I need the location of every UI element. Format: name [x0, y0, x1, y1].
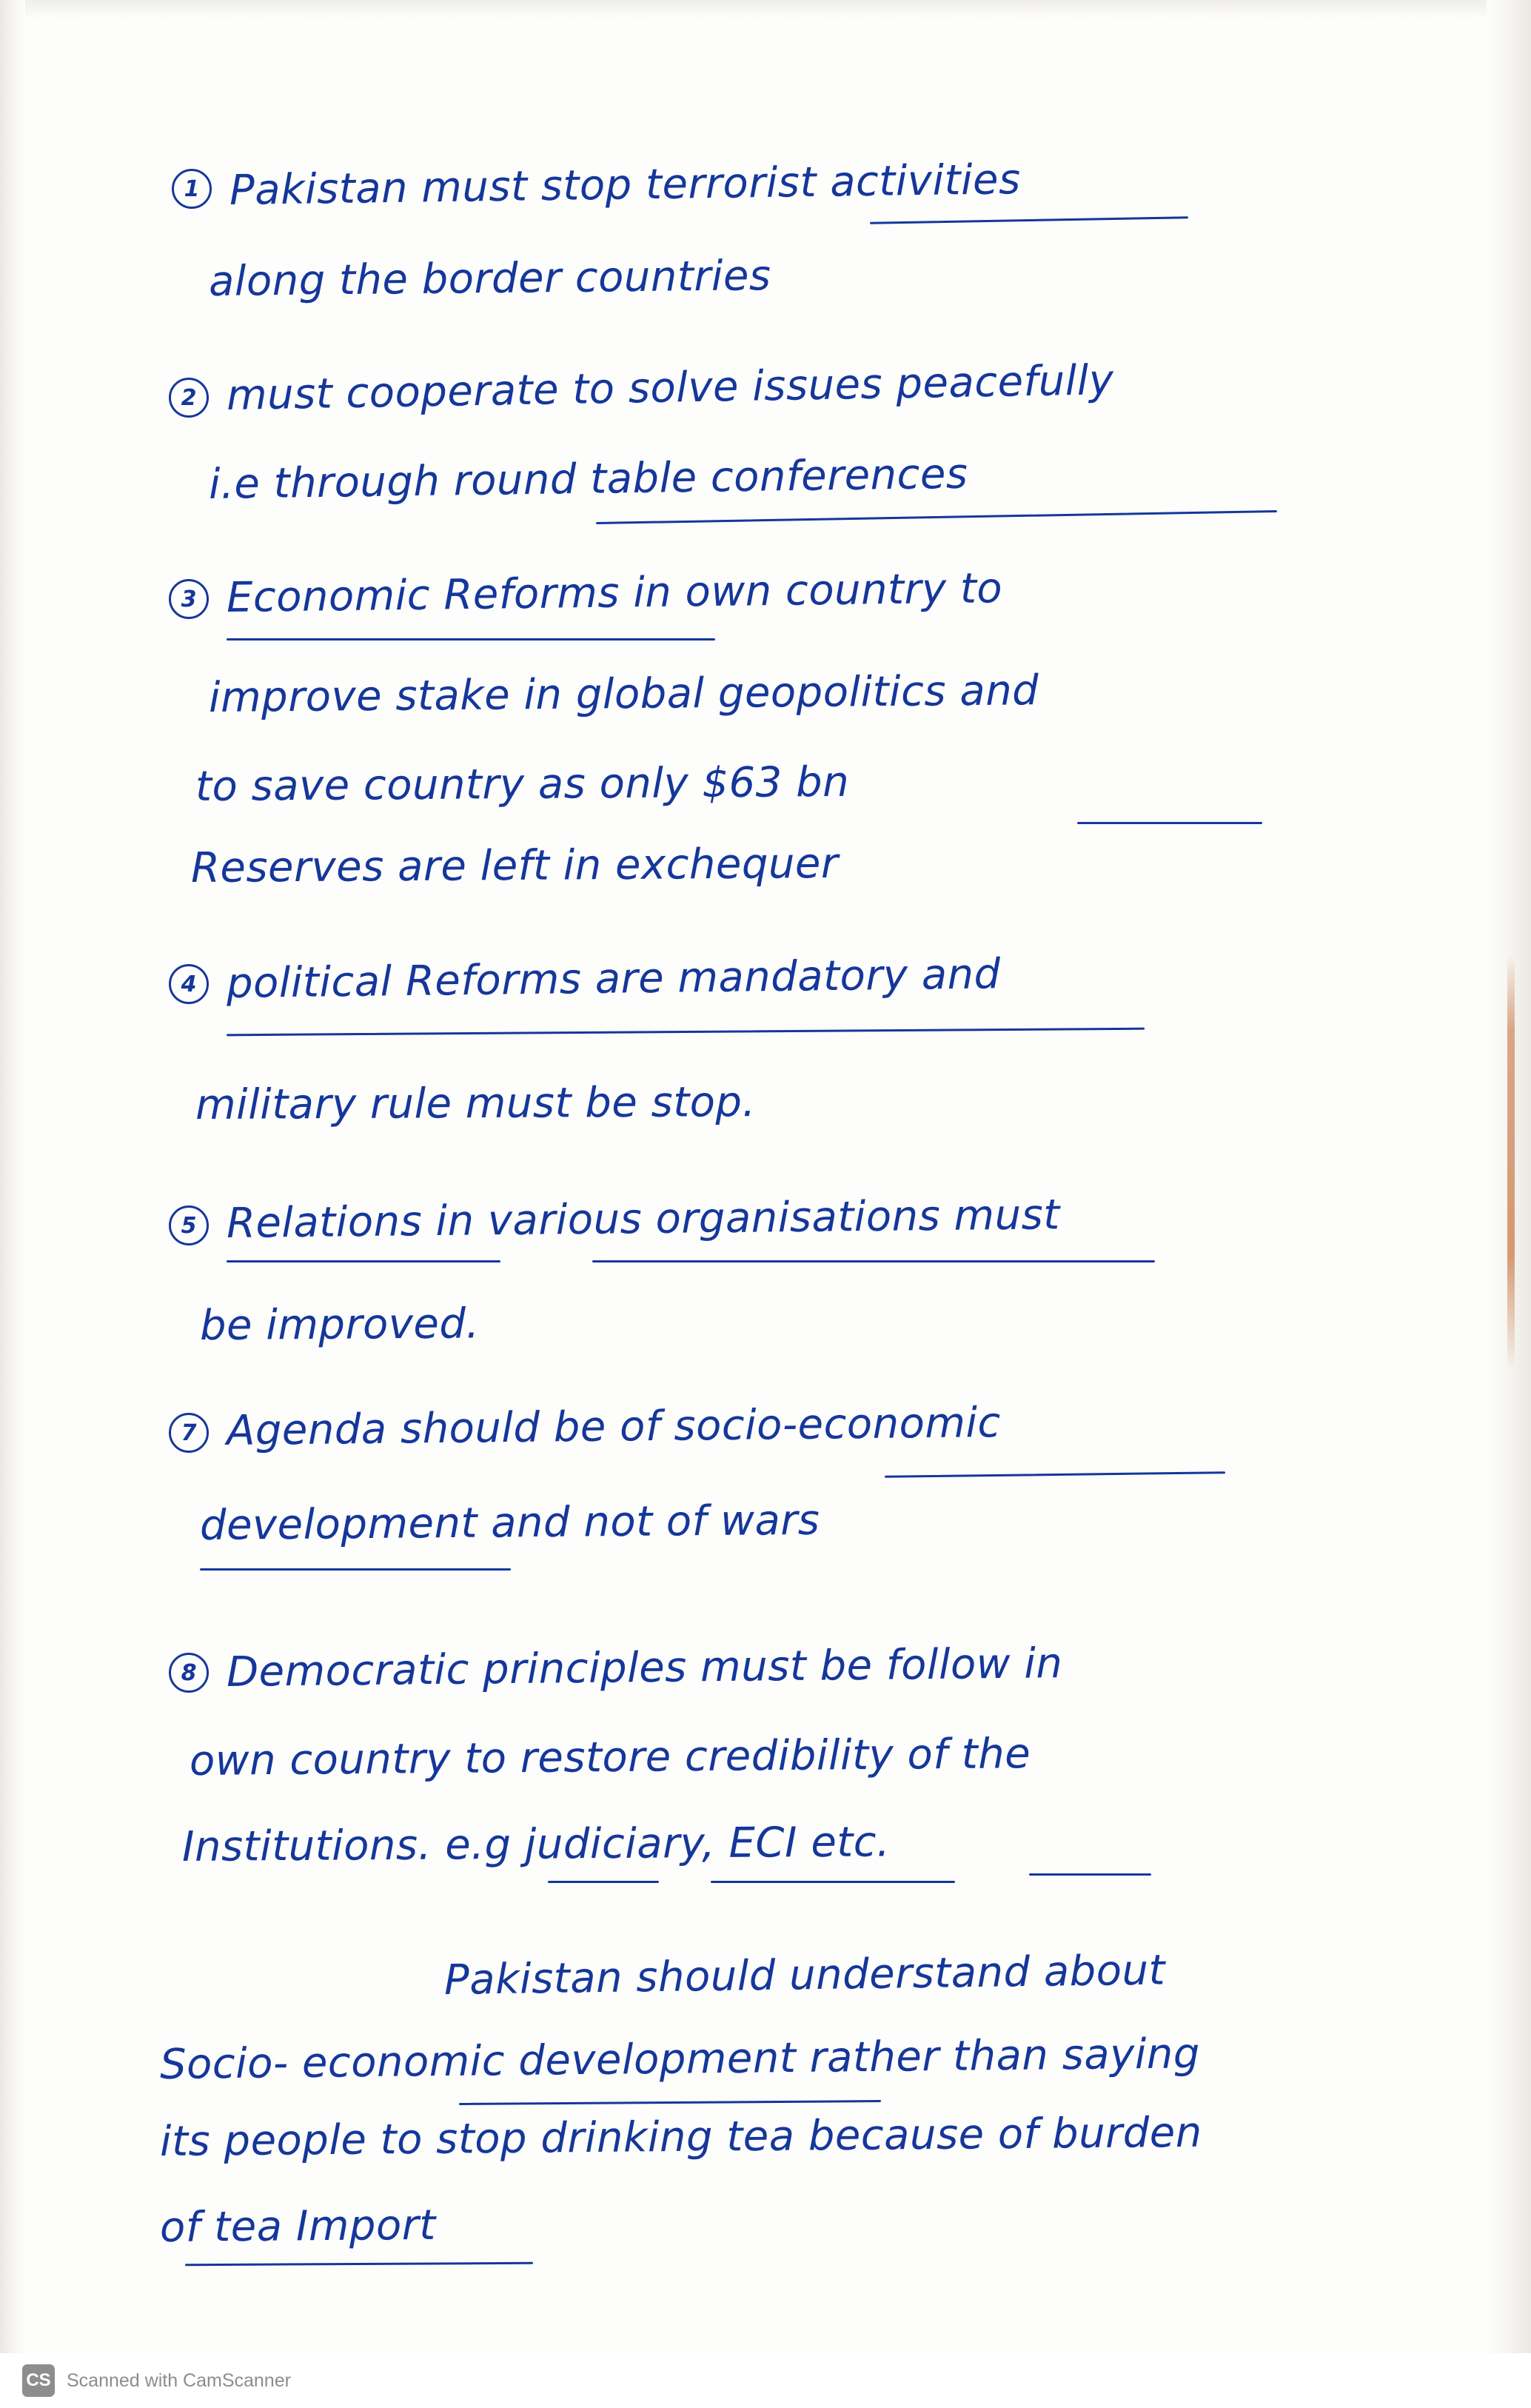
underline	[1077, 822, 1262, 824]
closing-line: of tea Import	[159, 2201, 436, 2252]
underline	[548, 1881, 659, 1883]
underline	[1029, 1873, 1151, 1876]
list-number-1: 1	[172, 169, 212, 209]
list-number-7: 7	[169, 1413, 209, 1453]
underline	[227, 1028, 1145, 1037]
underline	[200, 1568, 511, 1571]
camscanner-footer	[0, 2353, 1531, 2408]
underline	[711, 1881, 955, 1883]
note-line: Institutions. e.g judiciary, ECI etc.	[181, 1818, 891, 1871]
list-number-8: 8	[169, 1653, 209, 1693]
note-line: political Reforms are mandatory and	[226, 950, 1001, 1008]
note-line: own country to restore credibility of the	[189, 1730, 1031, 1785]
closing-line: Socio- economic development rather than saying	[159, 2030, 1201, 2089]
note-line: Democratic principles must be follow in	[226, 1639, 1063, 1696]
note-line: be improved.	[199, 1300, 480, 1350]
underline	[227, 1260, 500, 1262]
underline	[596, 510, 1277, 524]
note-line: development and not of wars	[199, 1496, 820, 1550]
note-line: to save country as only $63 bn	[195, 757, 850, 811]
list-number-3: 3	[169, 579, 209, 619]
note-line: military rule must be stop.	[195, 1078, 756, 1129]
underline	[885, 1471, 1225, 1478]
note-line: Pakistan must stop terrorist activities	[229, 155, 1022, 215]
note-line: i.e through round table conferences	[208, 449, 968, 509]
camscanner-label: Scanned with CamScanner	[67, 2369, 291, 2391]
list-number-4: 4	[169, 964, 209, 1004]
note-line: Economic Reforms in own country to	[226, 564, 1003, 622]
closing-line: Pakistan should understand about	[443, 1946, 1166, 2004]
note-line: Relations in various organisations must	[226, 1191, 1060, 1248]
note-line: improve stake in global geopolitics and	[208, 666, 1039, 722]
closing-line: its people to stop drinking tea because of burden	[159, 2108, 1202, 2166]
underline	[459, 2100, 881, 2105]
underline	[185, 2262, 533, 2266]
underline	[592, 1260, 1155, 1262]
list-number-5: 5	[169, 1205, 209, 1245]
underline	[227, 638, 715, 641]
underline	[870, 216, 1188, 224]
camscanner-logo-icon: CS	[22, 2364, 55, 2397]
list-number-2: 2	[169, 378, 209, 418]
note-line: along the border countries	[208, 252, 771, 306]
note-line: Reserves are left in exchequer	[190, 839, 839, 892]
note-line: Agenda should be of socio-economic	[226, 1399, 1002, 1455]
note-line: must cooperate to solve issues peacefully	[226, 356, 1114, 420]
